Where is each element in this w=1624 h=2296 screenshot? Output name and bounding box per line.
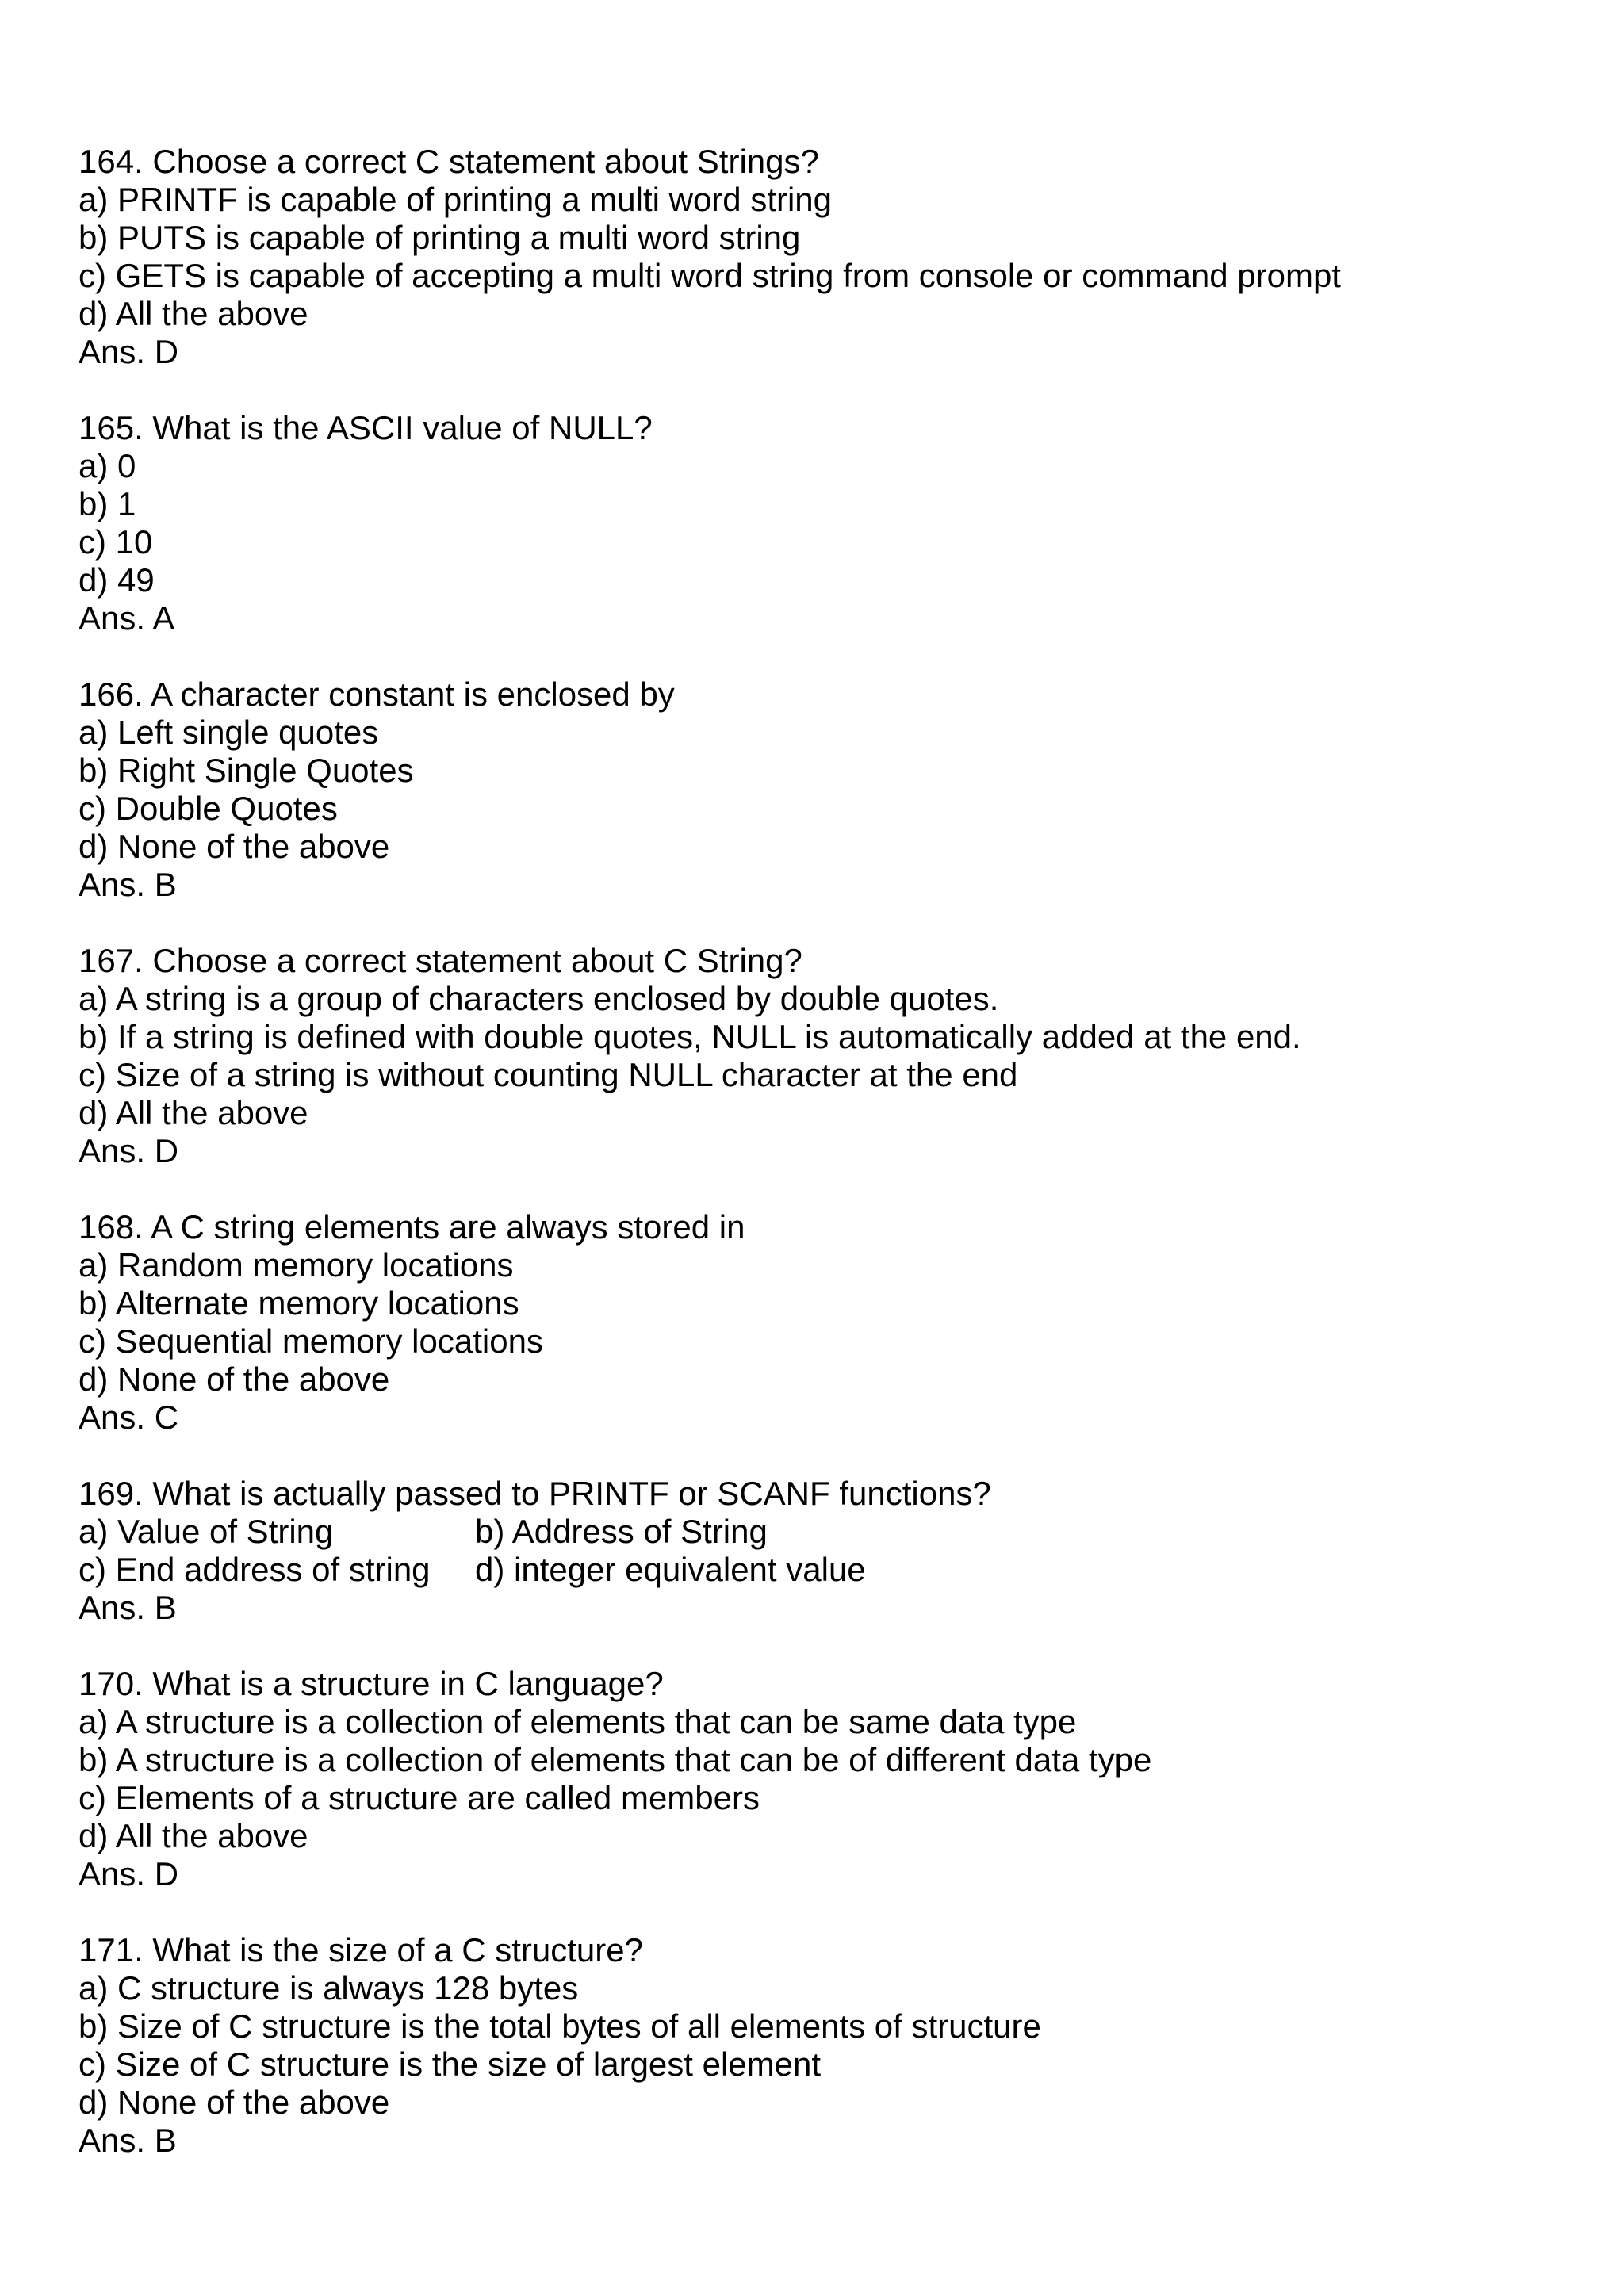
option-a: a) PRINTF is capable of printing a multi word string — [79, 181, 833, 218]
option-c: c) End address of string — [79, 1551, 431, 1588]
option-b: b) Size of C structure is the total bytes of all elements of structure — [79, 2007, 1041, 2045]
question-text: 170. What is a structure in C language? — [79, 1665, 664, 1702]
option-c: c) 10 — [79, 523, 153, 561]
option-d: d) None of the above — [79, 2084, 390, 2121]
answer: Ans. B — [79, 1589, 177, 1626]
question-171 — [79, 1931, 1553, 2160]
option-b: b) Alternate memory locations — [79, 1284, 519, 1322]
answer: Ans. D — [79, 1855, 179, 1892]
option-b: b) 1 — [79, 485, 136, 522]
option-c: c) Sequential memory locations — [79, 1322, 543, 1360]
question-text: 166. A character constant is enclosed by — [79, 675, 675, 713]
question-text: 164. Choose a correct C statement about Strings? — [79, 143, 819, 180]
option-b: b) If a string is defined with double quotes, NULL is automatically added at the end. — [79, 1018, 1301, 1055]
option-d: d) integer equivalent value — [475, 1551, 866, 1588]
option-row — [79, 1551, 1553, 1589]
option-d: d) 49 — [79, 561, 155, 599]
option-a: a) 0 — [79, 447, 136, 484]
option-a: a) Value of String — [79, 1513, 334, 1550]
question-text: 167. Choose a correct statement about C String? — [79, 942, 802, 979]
question-text: 165. What is the ASCII value of NULL? — [79, 409, 653, 446]
option-c: c) GETS is capable of accepting a multi word string from console or command prompt — [79, 257, 1341, 294]
question-165 — [79, 409, 1553, 637]
answer: Ans. D — [79, 333, 179, 370]
option-d: d) All the above — [79, 1094, 308, 1131]
option-d: d) None of the above — [79, 1360, 390, 1398]
question-168 — [79, 1208, 1553, 1437]
option-d: d) All the above — [79, 1817, 308, 1854]
question-text: 168. A C string elements are always stored in — [79, 1208, 745, 1246]
question-text: 169. What is actually passed to PRINTF or SCANF functions? — [79, 1475, 991, 1512]
option-b: b) PUTS is capable of printing a multi word string — [79, 219, 801, 256]
option-a: a) A structure is a collection of elements that can be same data type — [79, 1703, 1077, 1740]
option-d: d) None of the above — [79, 828, 390, 865]
option-c: c) Elements of a structure are called members — [79, 1779, 760, 1816]
question-169 — [79, 1475, 1553, 1627]
question-164 — [79, 143, 1553, 371]
question-167 — [79, 942, 1553, 1170]
option-b: b) Address of String — [475, 1513, 768, 1550]
question-list — [79, 143, 1553, 2198]
option-c: c) Size of a string is without counting NULL character at the end — [79, 1056, 1018, 1093]
option-b: b) Right Single Quotes — [79, 752, 414, 789]
answer: Ans. B — [79, 866, 177, 903]
answer: Ans. C — [79, 1399, 179, 1436]
option-a: a) Left single quotes — [79, 714, 379, 751]
option-a: a) Random memory locations — [79, 1246, 514, 1284]
question-170 — [79, 1665, 1553, 1893]
option-c: c) Double Quotes — [79, 790, 338, 827]
option-d: d) All the above — [79, 295, 308, 332]
option-row — [79, 1513, 1553, 1551]
answer: Ans. B — [79, 2122, 177, 2159]
answer: Ans. D — [79, 1132, 179, 1169]
option-c: c) Size of C structure is the size of largest element — [79, 2045, 822, 2083]
option-a: a) C structure is always 128 bytes — [79, 1969, 579, 2007]
answer: Ans. A — [79, 599, 175, 637]
option-b: b) A structure is a collection of elements that can be of different data type — [79, 1741, 1152, 1778]
option-a: a) A string is a group of characters enclosed by double quotes. — [79, 980, 999, 1017]
question-text: 171. What is the size of a C structure? — [79, 1931, 643, 1969]
question-166 — [79, 675, 1553, 904]
